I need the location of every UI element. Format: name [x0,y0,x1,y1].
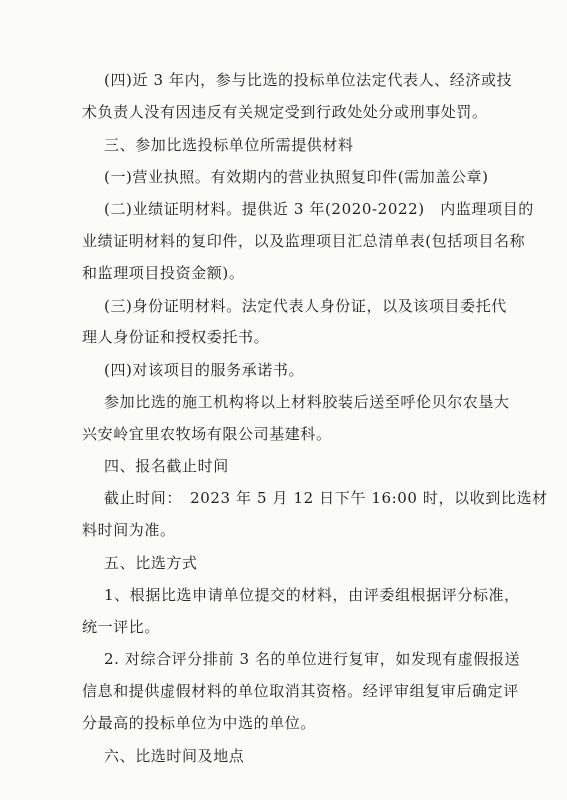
paragraph-line: 和监理项目投资金额)。 [82,264,245,282]
paragraph-line: 理人身份证和授权委托书。 [82,328,270,346]
paragraph-line: 分最高的投标单位为中选的单位。 [82,714,317,732]
paragraph-line: 信息和提供虚假材料的单位取消其资格。经评审组复审后确定评 [82,682,519,700]
section-heading: 五、比选方式 [104,554,198,572]
paragraph-line: 料时间为准。 [82,521,176,539]
section-heading: 六、比选时间及地点 [104,747,245,765]
paragraph-line: 截止时间： 2023 年 5 月 12 日下午 16:00 时，以收到比选材 [104,489,548,507]
paragraph-line: 术负责人没有因违反有关规定受到行政处处分或刑事处罚。 [82,103,488,121]
paragraph-line: 2. 对综合评分排前 3 名的单位进行复审，如发现有虚假报送 [104,650,521,668]
paragraph-line: 兴安岭宜里农牧场有限公司基建科。 [82,425,332,443]
paragraph-line: (四)对该项目的服务承诺书。 [104,361,305,379]
section-heading: 四、报名截止时间 [104,457,229,475]
paragraph-line: 统一评比。 [82,618,161,636]
paragraph-line: (一)营业执照。有效期内的营业执照复印件(需加盖公章) [104,168,489,186]
paragraph-line: 业绩证明材料的复印件，以及监理项目汇总清单表(包括项目名称 [82,232,526,250]
paragraph-line: (三)身份证明材料。法定代表人身份证，以及该项目委托代 [104,297,507,315]
section-heading: 三、参加比选投标单位所需提供材料 [104,136,354,154]
paragraph-line: (四)近 3 年内，参与比选的投标单位法定代表人、经济或技 [104,71,513,89]
paragraph-line: 1、根据比选申请单位提交的材料，由评委组根据评分标准， [104,586,520,604]
paragraph-line: 参加比选的施工机构将以上材料胶装后送至呼伦贝尔农垦大 [104,393,510,411]
paragraph-line: (二)业绩证明材料。提供近 3 年(2020-2022) 内监理项目的 [104,200,534,218]
